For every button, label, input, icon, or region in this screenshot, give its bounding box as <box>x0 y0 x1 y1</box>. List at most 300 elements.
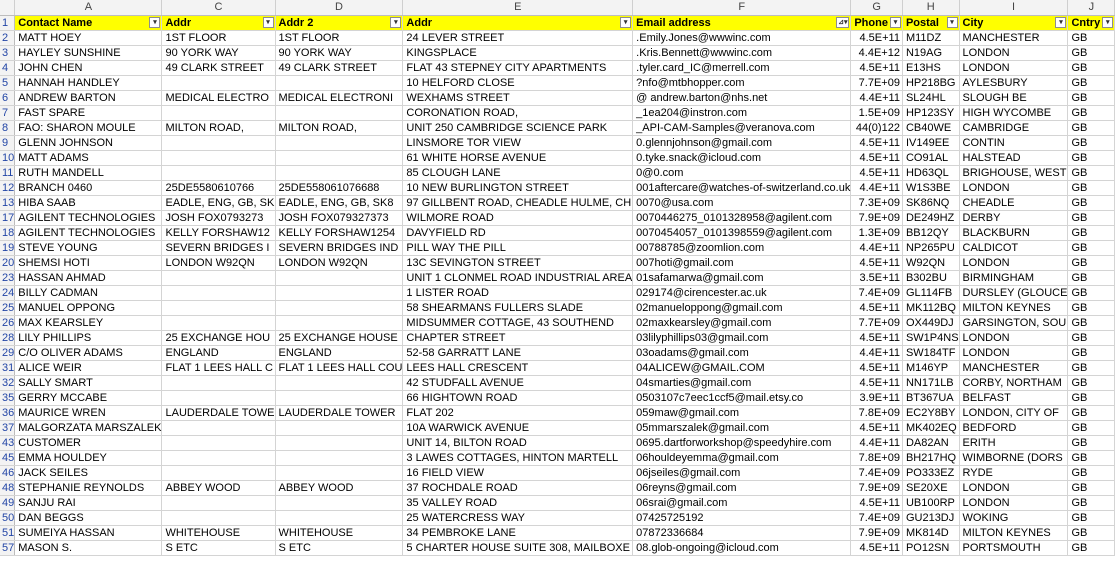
row-number[interactable]: 10 <box>2 152 15 164</box>
table-cell[interactable]: 06jseiles@gmail.com <box>633 466 851 481</box>
table-cell[interactable]: 90 YORK WAY <box>275 46 403 61</box>
table-cell[interactable]: LAUDERDALE TOWE <box>162 406 275 421</box>
table-cell[interactable]: DERBY <box>959 211 1068 226</box>
table-cell[interactable]: HIGH WYCOMBE <box>959 106 1068 121</box>
table-cell[interactable]: MATT HOEY <box>15 31 162 46</box>
table-cell[interactable]: 4.5E+11 <box>851 256 903 271</box>
table-cell[interactable]: 34 PEMBROKE LANE <box>403 526 633 541</box>
table-cell[interactable]: MEDICAL ELECTRO <box>162 91 275 106</box>
table-cell[interactable]: STEVE YOUNG <box>15 241 162 256</box>
table-cell[interactable]: 007hoti@gmail.com <box>633 256 851 271</box>
table-cell[interactable]: C/O OLIVER ADAMS <box>15 346 162 361</box>
column-header-e[interactable]: E <box>403 0 633 16</box>
table-cell[interactable]: W92QN <box>902 256 959 271</box>
table-cell[interactable]: MASON S. <box>15 541 162 556</box>
table-cell[interactable]: 66 HIGHTOWN ROAD <box>403 391 633 406</box>
row-number[interactable]: 11 <box>2 167 14 179</box>
header-cell[interactable] <box>403 16 633 31</box>
table-cell[interactable] <box>162 286 275 301</box>
row-number[interactable]: 37 <box>2 422 15 434</box>
table-cell[interactable]: S ETC <box>162 541 275 556</box>
table-cell[interactable]: GB <box>1068 61 1115 76</box>
table-cell[interactable]: CUSTOMER <box>15 436 162 451</box>
column-header-j[interactable]: J <box>1068 0 1115 16</box>
table-cell[interactable]: GB <box>1068 361 1115 376</box>
table-cell[interactable]: MIDSUMMER COTTAGE, 43 SOUTHEND <box>403 316 633 331</box>
table-cell[interactable]: 1ST FLOOR <box>275 31 403 46</box>
table-cell[interactable]: KELLY FORSHAW1254 <box>275 226 403 241</box>
table-cell[interactable]: GB <box>1068 31 1115 46</box>
table-cell[interactable]: WHITEHOUSE <box>275 526 403 541</box>
table-cell[interactable]: 00788785@zoomlion.com <box>633 241 851 256</box>
table-cell[interactable]: 06reyns@gmail.com <box>633 481 851 496</box>
row-number[interactable]: 45 <box>2 452 15 464</box>
table-cell[interactable]: 7.9E+09 <box>851 481 903 496</box>
table-cell[interactable]: UNIT 1 CLONMEL ROAD INDUSTRIAL AREA <box>403 271 633 286</box>
table-cell[interactable]: WIMBORNE (DORS <box>959 451 1068 466</box>
column-header-a[interactable]: A <box>15 0 162 16</box>
table-cell[interactable]: 10A WARWICK AVENUE <box>403 421 633 436</box>
table-cell[interactable]: GL114FB <box>902 286 959 301</box>
row-number[interactable]: 29 <box>2 347 15 359</box>
table-cell[interactable]: KINGSPLACE <box>403 46 633 61</box>
table-cell[interactable] <box>162 376 275 391</box>
table-cell[interactable]: LONDON <box>959 61 1068 76</box>
header-cell[interactable] <box>162 16 275 31</box>
table-cell[interactable]: BILLY CADMAN <box>15 286 162 301</box>
table-cell[interactable]: 0070@usa.com <box>633 196 851 211</box>
column-header-c[interactable]: C <box>162 0 275 16</box>
table-cell[interactable]: GB <box>1068 166 1115 181</box>
table-cell[interactable]: 3 LAWES COTTAGES, HINTON MARTELL <box>403 451 633 466</box>
table-cell[interactable]: MAURICE WREN <box>15 406 162 421</box>
table-cell[interactable]: 06srai@gmail.com <box>633 496 851 511</box>
table-cell[interactable]: 04ALICEW@GMAIL.COM <box>633 361 851 376</box>
row-number[interactable]: 20 <box>2 257 15 269</box>
table-cell[interactable] <box>275 151 403 166</box>
table-cell[interactable]: S ETC <box>275 541 403 556</box>
table-cell[interactable]: 07872336684 <box>633 526 851 541</box>
chevron-down-icon[interactable]: ▾ <box>890 17 901 28</box>
table-cell[interactable]: 4.5E+11 <box>851 301 903 316</box>
table-cell[interactable]: DAN BEGGS <box>15 511 162 526</box>
row-number[interactable]: 23 <box>2 272 15 284</box>
table-cell[interactable]: ABBEY WOOD <box>162 481 275 496</box>
table-cell[interactable]: LONDON <box>959 481 1068 496</box>
table-cell[interactable]: GARSINGTON, SOU <box>959 316 1068 331</box>
table-cell[interactable]: HP123SY <box>902 106 959 121</box>
table-cell[interactable]: UNIT 14, BILTON ROAD <box>403 436 633 451</box>
table-cell[interactable]: DE249HZ <box>902 211 959 226</box>
table-cell[interactable] <box>275 76 403 91</box>
table-cell[interactable]: GU213DJ <box>902 511 959 526</box>
table-cell[interactable]: 4.5E+11 <box>851 361 903 376</box>
table-cell[interactable]: 4.4E+12 <box>851 46 903 61</box>
table-cell[interactable]: 3.5E+11 <box>851 271 903 286</box>
row-number[interactable]: 5 <box>0 76 15 91</box>
table-cell[interactable]: 4.4E+11 <box>851 91 903 106</box>
table-cell[interactable]: EC2Y8BY <box>902 406 959 421</box>
table-cell[interactable] <box>162 76 275 91</box>
table-cell[interactable]: GB <box>1068 271 1115 286</box>
table-cell[interactable]: 08.glob-ongoing@icloud.com <box>633 541 851 556</box>
table-cell[interactable]: BEDFORD <box>959 421 1068 436</box>
table-cell[interactable]: GB <box>1068 421 1115 436</box>
table-cell[interactable]: 02maxkearsley@gmail.com <box>633 316 851 331</box>
table-cell[interactable]: MAX KEARSLEY <box>15 316 162 331</box>
header-cell[interactable] <box>275 16 403 31</box>
table-cell[interactable]: 0.tyke.snack@icloud.com <box>633 151 851 166</box>
table-cell[interactable]: LONDON <box>959 256 1068 271</box>
table-cell[interactable]: GB <box>1068 136 1115 151</box>
table-cell[interactable]: BIRMINGHAM <box>959 271 1068 286</box>
table-cell[interactable]: 7.8E+09 <box>851 451 903 466</box>
row-number[interactable]: 1 <box>0 16 15 31</box>
row-number[interactable]: 19 <box>2 242 15 254</box>
table-cell[interactable] <box>275 106 403 121</box>
table-cell[interactable]: LONDON <box>959 346 1068 361</box>
table-cell[interactable]: 1.5E+09 <box>851 106 903 121</box>
table-cell[interactable]: B302BU <box>902 271 959 286</box>
table-cell[interactable]: 03oadams@gmail.com <box>633 346 851 361</box>
table-cell[interactable]: 04smarties@gmail.com <box>633 376 851 391</box>
table-cell[interactable]: CAMBRIDGE <box>959 121 1068 136</box>
table-cell[interactable]: MILTON KEYNES <box>959 301 1068 316</box>
table-cell[interactable]: GB <box>1068 526 1115 541</box>
table-cell[interactable]: GB <box>1068 106 1115 121</box>
table-cell[interactable] <box>162 166 275 181</box>
table-cell[interactable]: LONDON <box>959 181 1068 196</box>
row-number[interactable]: 28 <box>2 332 15 344</box>
table-cell[interactable]: JACK SEILES <box>15 466 162 481</box>
table-cell[interactable]: CORONATION ROAD, <box>403 106 633 121</box>
table-cell[interactable]: 06houldeyemma@gmail.com <box>633 451 851 466</box>
table-cell[interactable]: 0695.dartforworkshop@speedyhire.com <box>633 436 851 451</box>
table-cell[interactable]: DURSLEY (GLOUCE <box>959 286 1068 301</box>
table-cell[interactable]: 4.5E+11 <box>851 166 903 181</box>
table-cell[interactable]: 24 LEVER STREET <box>403 31 633 46</box>
table-cell[interactable]: AGILENT TECHNOLOGIES <box>15 226 162 241</box>
table-cell[interactable]: GB <box>1068 91 1115 106</box>
table-cell[interactable]: _API-CAM-Samples@veranova.com <box>633 121 851 136</box>
table-cell[interactable]: LAUDERDALE TOWER <box>275 406 403 421</box>
row-number[interactable]: 25 <box>2 302 15 314</box>
table-cell[interactable]: UB100RP <box>902 496 959 511</box>
table-cell[interactable]: BB12QY <box>902 226 959 241</box>
table-cell[interactable]: MILTON ROAD, <box>275 121 403 136</box>
column-header-i[interactable]: I <box>959 0 1068 16</box>
table-cell[interactable]: GB <box>1068 451 1115 466</box>
table-cell[interactable]: 13C SEVINGTON STREET <box>403 256 633 271</box>
table-cell[interactable]: E13HS <box>902 61 959 76</box>
table-cell[interactable]: BELFAST <box>959 391 1068 406</box>
header-cell[interactable] <box>633 16 851 31</box>
row-number[interactable]: 17 <box>2 212 15 224</box>
table-cell[interactable]: PORTSMOUTH <box>959 541 1068 556</box>
table-cell[interactable] <box>275 466 403 481</box>
table-cell[interactable]: LEES HALL CRESCENT <box>403 361 633 376</box>
table-cell[interactable]: HD63QL <box>902 166 959 181</box>
table-cell[interactable]: 10 NEW BURLINGTON STREET <box>403 181 633 196</box>
table-cell[interactable]: ENGLAND <box>275 346 403 361</box>
table-cell[interactable]: MALGORZATA MARSZALEK <box>15 421 162 436</box>
table-cell[interactable]: GERRY MCCABE <box>15 391 162 406</box>
table-cell[interactable]: 4.5E+11 <box>851 61 903 76</box>
table-cell[interactable]: FLAT 1 LEES HALL C <box>162 361 275 376</box>
row-number[interactable]: 4 <box>0 61 15 76</box>
table-cell[interactable]: 7.3E+09 <box>851 196 903 211</box>
row-number[interactable]: 31 <box>2 362 15 374</box>
table-cell[interactable]: GB <box>1068 196 1115 211</box>
table-cell[interactable]: GB <box>1068 181 1115 196</box>
table-cell[interactable]: EMMA HOULDEY <box>15 451 162 466</box>
table-cell[interactable]: 0070454057_0101398559@agilent.com <box>633 226 851 241</box>
table-cell[interactable]: GB <box>1068 301 1115 316</box>
table-cell[interactable] <box>162 436 275 451</box>
table-cell[interactable] <box>275 301 403 316</box>
table-cell[interactable]: MILTON KEYNES <box>959 526 1068 541</box>
row-number[interactable]: 9 <box>0 136 15 151</box>
table-cell[interactable]: SW184TF <box>902 346 959 361</box>
table-cell[interactable] <box>275 376 403 391</box>
table-cell[interactable]: SE20XE <box>902 481 959 496</box>
row-number[interactable]: 8 <box>0 121 15 136</box>
table-cell[interactable]: 03lilyphillips03@gmail.com <box>633 331 851 346</box>
table-cell[interactable] <box>162 451 275 466</box>
table-cell[interactable]: HANNAH HANDLEY <box>15 76 162 91</box>
table-cell[interactable] <box>275 451 403 466</box>
table-cell[interactable]: KELLY FORSHAW12 <box>162 226 275 241</box>
table-cell[interactable]: .Emily.Jones@wwwinc.com <box>633 31 851 46</box>
table-cell[interactable]: HP218BG <box>902 76 959 91</box>
table-cell[interactable]: GB <box>1068 241 1115 256</box>
table-cell[interactable]: ANDREW BARTON <box>15 91 162 106</box>
table-cell[interactable]: GB <box>1068 391 1115 406</box>
table-cell[interactable]: WEXHAMS STREET <box>403 91 633 106</box>
table-cell[interactable]: SUMEIYA HASSAN <box>15 526 162 541</box>
table-cell[interactable]: WOKING <box>959 511 1068 526</box>
table-cell[interactable]: GB <box>1068 466 1115 481</box>
table-cell[interactable]: FLAT 202 <box>403 406 633 421</box>
table-cell[interactable]: GB <box>1068 226 1115 241</box>
table-cell[interactable]: SALLY SMART <box>15 376 162 391</box>
table-cell[interactable]: HAYLEY SUNSHINE <box>15 46 162 61</box>
table-cell[interactable]: 001aftercare@watches-of-switzerland.co.uk <box>633 181 851 196</box>
table-cell[interactable]: SANJU RAI <box>15 496 162 511</box>
table-cell[interactable] <box>162 421 275 436</box>
table-cell[interactable]: SEVERN BRIDGES IND <box>275 241 403 256</box>
row-number[interactable]: 24 <box>2 287 15 299</box>
row-number[interactable]: 46 <box>2 467 15 479</box>
table-cell[interactable] <box>162 151 275 166</box>
table-cell[interactable] <box>275 316 403 331</box>
row-number[interactable]: 26 <box>2 317 15 329</box>
table-cell[interactable]: GB <box>1068 316 1115 331</box>
table-cell[interactable] <box>162 511 275 526</box>
table-cell[interactable]: GB <box>1068 436 1115 451</box>
table-cell[interactable]: LONDON <box>959 331 1068 346</box>
table-cell[interactable]: BLACKBURN <box>959 226 1068 241</box>
table-cell[interactable]: ERITH <box>959 436 1068 451</box>
row-number[interactable]: 35 <box>2 392 15 404</box>
column-header-d[interactable]: D <box>275 0 403 16</box>
table-cell[interactable]: 90 YORK WAY <box>162 46 275 61</box>
table-cell[interactable]: CALDICOT <box>959 241 1068 256</box>
row-number[interactable]: 49 <box>2 497 15 509</box>
table-cell[interactable]: IV149EE <box>902 136 959 151</box>
table-cell[interactable]: 7.9E+09 <box>851 526 903 541</box>
table-cell[interactable]: GB <box>1068 376 1115 391</box>
table-cell[interactable]: GB <box>1068 121 1115 136</box>
table-cell[interactable] <box>162 391 275 406</box>
table-cell[interactable]: 4.4E+11 <box>851 436 903 451</box>
table-cell[interactable]: MK402EQ <box>902 421 959 436</box>
table-cell[interactable]: .Kris.Bennett@wwwinc.com <box>633 46 851 61</box>
table-cell[interactable]: STEPHANIE REYNOLDS <box>15 481 162 496</box>
table-cell[interactable]: 059maw@gmail.com <box>633 406 851 421</box>
table-cell[interactable]: 25DE5580610766 <box>162 181 275 196</box>
column-header-f[interactable]: F <box>633 0 851 16</box>
row-number[interactable]: 18 <box>2 227 15 239</box>
table-cell[interactable]: CB40WE <box>902 121 959 136</box>
table-cell[interactable]: 0@0.com <box>633 166 851 181</box>
table-cell[interactable]: SEVERN BRIDGES I <box>162 241 275 256</box>
table-cell[interactable]: LONDON <box>959 46 1068 61</box>
table-cell[interactable]: AYLESBURY <box>959 76 1068 91</box>
table-cell[interactable]: FLAT 43 STEPNEY CITY APARTMENTS <box>403 61 633 76</box>
table-cell[interactable]: EADLE, ENG, GB, SK8 <box>275 196 403 211</box>
table-cell[interactable]: RYDE <box>959 466 1068 481</box>
row-number[interactable]: 6 <box>0 91 15 106</box>
table-cell[interactable]: GB <box>1068 256 1115 271</box>
table-cell[interactable]: 0070446275_0101328958@agilent.com <box>633 211 851 226</box>
table-cell[interactable]: N19AG <box>902 46 959 61</box>
table-cell[interactable]: HASSAN AHMAD <box>15 271 162 286</box>
table-cell[interactable]: 25DE558061076688 <box>275 181 403 196</box>
table-cell[interactable]: MK112BQ <box>902 301 959 316</box>
table-cell[interactable]: BH217HQ <box>902 451 959 466</box>
table-cell[interactable]: MILTON ROAD, <box>162 121 275 136</box>
table-cell[interactable]: BT367UA <box>902 391 959 406</box>
table-cell[interactable]: CHAPTER STREET <box>403 331 633 346</box>
table-cell[interactable]: HIBA SAAB <box>15 196 162 211</box>
table-cell[interactable]: 029174@cirencester.ac.uk <box>633 286 851 301</box>
table-cell[interactable] <box>275 166 403 181</box>
table-cell[interactable]: 02manueloppong@gmail.com <box>633 301 851 316</box>
table-cell[interactable]: 4.5E+11 <box>851 541 903 556</box>
table-cell[interactable]: GB <box>1068 406 1115 421</box>
table-cell[interactable]: GB <box>1068 346 1115 361</box>
table-cell[interactable]: BRIGHOUSE, WEST <box>959 166 1068 181</box>
table-cell[interactable]: PO333EZ <box>902 466 959 481</box>
table-cell[interactable]: GB <box>1068 511 1115 526</box>
table-cell[interactable]: PO12SN <box>902 541 959 556</box>
table-cell[interactable]: GB <box>1068 46 1115 61</box>
table-cell[interactable]: DA82AN <box>902 436 959 451</box>
table-cell[interactable]: SLOUGH BE <box>959 91 1068 106</box>
table-cell[interactable]: GB <box>1068 541 1115 556</box>
table-cell[interactable]: MK814D <box>902 526 959 541</box>
chevron-down-icon[interactable]: ▾ <box>263 17 274 28</box>
table-cell[interactable]: 01safamarwa@gmail.com <box>633 271 851 286</box>
table-cell[interactable]: AGILENT TECHNOLOGIES <box>15 211 162 226</box>
table-cell[interactable]: MANUEL OPPONG <box>15 301 162 316</box>
filter-active-icon[interactable]: ⊿▾ <box>838 19 848 26</box>
table-cell[interactable]: GLENN JOHNSON <box>15 136 162 151</box>
table-cell[interactable]: OX449DJ <box>902 316 959 331</box>
table-cell[interactable]: 7.7E+09 <box>851 316 903 331</box>
table-cell[interactable]: 97 GILLBENT ROAD, CHEADLE HULME, CH <box>403 196 633 211</box>
table-cell[interactable]: FLAT 1 LEES HALL COU <box>275 361 403 376</box>
header-cell[interactable] <box>1068 16 1115 31</box>
table-cell[interactable]: SK86NQ <box>902 196 959 211</box>
row-number[interactable]: 13 <box>2 197 15 209</box>
table-cell[interactable]: 10 HELFORD CLOSE <box>403 76 633 91</box>
table-cell[interactable]: EADLE, ENG, GB, SK <box>162 196 275 211</box>
chevron-down-icon[interactable]: ▾ <box>947 17 958 28</box>
header-cell[interactable] <box>902 16 959 31</box>
table-cell[interactable]: 49 CLARK STREET <box>275 61 403 76</box>
table-cell[interactable]: 4.5E+11 <box>851 376 903 391</box>
table-cell[interactable]: 44(0)122 <box>851 121 903 136</box>
row-number[interactable]: 51 <box>2 527 15 539</box>
table-cell[interactable]: ABBEY WOOD <box>275 481 403 496</box>
table-cell[interactable] <box>162 316 275 331</box>
table-cell[interactable]: MANCHESTER <box>959 361 1068 376</box>
select-all-corner[interactable] <box>0 0 15 16</box>
table-cell[interactable]: CHEADLE <box>959 196 1068 211</box>
column-header-h[interactable]: H <box>902 0 959 16</box>
table-cell[interactable]: 1 LISTER ROAD <box>403 286 633 301</box>
table-cell[interactable]: 42 STUDFALL AVENUE <box>403 376 633 391</box>
table-cell[interactable]: 61 WHITE HORSE AVENUE <box>403 151 633 166</box>
table-cell[interactable]: GB <box>1068 331 1115 346</box>
table-cell[interactable] <box>162 496 275 511</box>
chevron-down-icon[interactable]: ▾ <box>390 17 401 28</box>
table-cell[interactable]: 85 CLOUGH LANE <box>403 166 633 181</box>
table-cell[interactable]: RUTH MANDELL <box>15 166 162 181</box>
table-cell[interactable]: FAST SPARE <box>15 106 162 121</box>
table-cell[interactable]: 1ST FLOOR <box>162 31 275 46</box>
row-number[interactable]: 7 <box>0 106 15 121</box>
table-cell[interactable]: ALICE WEIR <box>15 361 162 376</box>
table-cell[interactable]: UNIT 250 CAMBRIDGE SCIENCE PARK <box>403 121 633 136</box>
table-cell[interactable]: LONDON <box>959 496 1068 511</box>
table-cell[interactable]: 25 WATERCRESS WAY <box>403 511 633 526</box>
table-cell[interactable]: JOSH FOX079327373 <box>275 211 403 226</box>
table-cell[interactable]: 3.9E+11 <box>851 391 903 406</box>
table-cell[interactable]: 4.4E+11 <box>851 181 903 196</box>
table-cell[interactable]: SL24HL <box>902 91 959 106</box>
table-cell[interactable]: GB <box>1068 286 1115 301</box>
table-cell[interactable]: 7.7E+09 <box>851 76 903 91</box>
table-cell[interactable]: JOHN CHEN <box>15 61 162 76</box>
table-cell[interactable] <box>275 511 403 526</box>
table-cell[interactable]: 4.5E+11 <box>851 151 903 166</box>
table-cell[interactable]: @ andrew.barton@nhs.net <box>633 91 851 106</box>
table-cell[interactable]: 0.glennjohnson@gmail.com <box>633 136 851 151</box>
row-number[interactable]: 57 <box>2 542 15 554</box>
table-cell[interactable]: LONDON W92QN <box>162 256 275 271</box>
chevron-down-icon[interactable]: ▾ <box>1102 17 1113 28</box>
table-cell[interactable]: WHITEHOUSE <box>162 526 275 541</box>
header-cell[interactable] <box>959 16 1068 31</box>
table-cell[interactable] <box>162 271 275 286</box>
row-number[interactable]: 12 <box>2 182 15 194</box>
table-cell[interactable]: 5 CHARTER HOUSE SUITE 308, MAILBOXE <box>403 541 633 556</box>
chevron-down-icon[interactable]: ▾ <box>149 17 160 28</box>
table-cell[interactable]: SW1P4NS <box>902 331 959 346</box>
